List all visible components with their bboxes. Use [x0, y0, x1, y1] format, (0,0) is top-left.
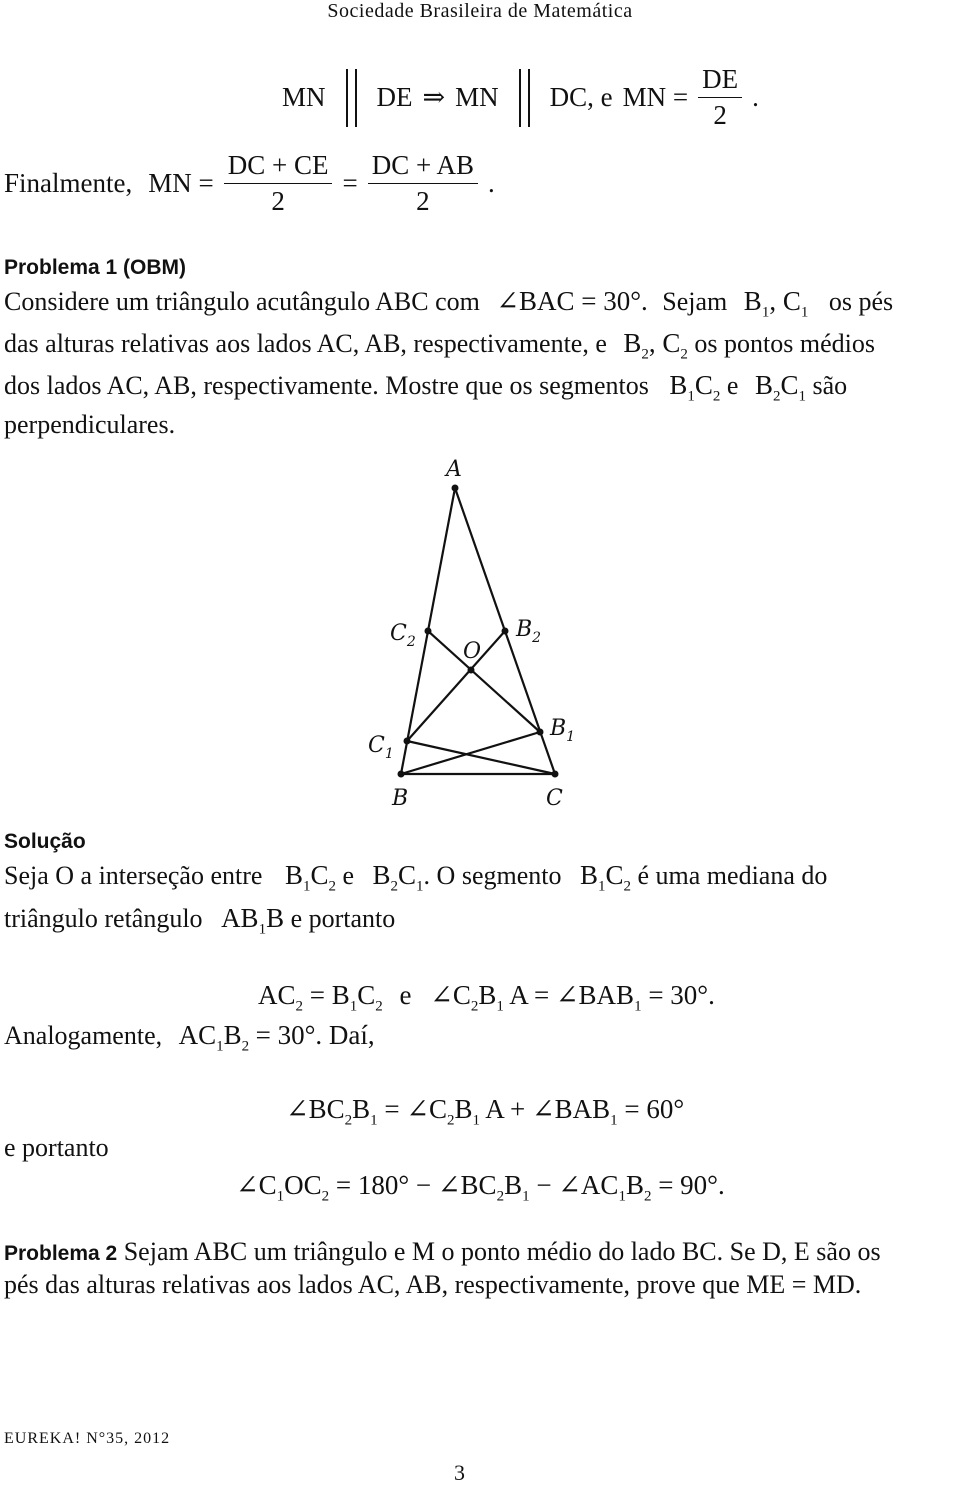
equation-finalmente [4, 150, 495, 217]
solution-line1 [4, 860, 827, 895]
point-c [552, 771, 559, 778]
fraction-numerator: DE [698, 64, 742, 98]
eq3-b: − $\angle AC_1B_2$ [536, 1170, 652, 1205]
point-c1 [404, 738, 411, 745]
solution-line2 [4, 903, 395, 938]
problem1-line4: perpendiculares. [4, 410, 176, 439]
sol-line1-text: Seja O a interseção entre [4, 861, 263, 890]
eq1-tail: $A = \angle BAB_1$ [509, 980, 642, 1015]
point-b2 [502, 628, 509, 635]
page-number: 3 [454, 1460, 465, 1485]
fraction-denominator: 2 [713, 100, 727, 130]
angle-bac: ∠BAC = 30°. [496, 286, 648, 316]
fraction-dc-ce [224, 150, 333, 217]
eq3-end: = 90°. [658, 1170, 725, 1200]
label-b: B [392, 786, 409, 811]
sol-line1-end: é uma mediana do [637, 861, 828, 890]
sol-b2c1: $B_2C_1$ [372, 860, 424, 895]
sol-b1c2-b: $B_1C_2$ [579, 860, 631, 895]
fraction-numerator: DC + AB [368, 150, 478, 184]
label-o: O [463, 639, 482, 664]
fraction-denominator: 2 [271, 186, 285, 216]
label-b1: $B_1$ [550, 716, 576, 745]
eq2-mid: = $\angle C_2B_1$ [384, 1094, 481, 1129]
p1-line1-text: Considere um triângulo acutângulo ABC com [4, 287, 480, 316]
fraction-numerator: DC + CE [224, 150, 333, 184]
sol-b1c2: $B_1C_2$ [284, 860, 336, 895]
point-b1 [537, 729, 544, 736]
eq-mn-2: MN [455, 82, 499, 112]
problem1-title: Problema 1 (OBM) [4, 256, 187, 279]
sol-ab1b: $AB_1B$ [221, 903, 285, 938]
problem2-line2: pés das alturas relativas aos lados AC, AB, respectivamente, prove que ME = MD. [4, 1270, 862, 1299]
point-a [452, 485, 459, 492]
segment-c-c1 [407, 741, 555, 774]
p1-sejam: Sejam [662, 287, 728, 316]
eq1-e: e [399, 980, 412, 1010]
p1-line1-end: os pés [828, 287, 894, 316]
sol-line2-text: triângulo retângulo [4, 904, 203, 933]
label-a: A [446, 457, 462, 482]
p1-line3-e: e [726, 371, 739, 400]
problem1-line2 [4, 328, 875, 363]
analog-ac1b2: $AC_1B_2$ [178, 1020, 250, 1055]
label-c: C [546, 786, 563, 811]
p1-line2-text: das alturas relativas aos lados AC, AB, respectivamente, e [4, 329, 607, 358]
point-b [398, 771, 405, 778]
problem1-line3 [4, 370, 847, 405]
problem1-line1 [4, 286, 893, 321]
segment-b-b1 [401, 732, 540, 774]
problem2-title: Problema 2 [4, 1242, 118, 1265]
eq1-end: = 30°. [648, 980, 715, 1010]
fraction-denominator: 2 [416, 186, 430, 216]
analog-eq: = 30°. Daí, [255, 1020, 375, 1050]
solution-eq2 [286, 1094, 684, 1129]
fraction-de-2 [698, 64, 742, 131]
eq-end: . [752, 82, 759, 112]
footer-journal: EUREKA! N°35, 2012 [4, 1430, 171, 1447]
eq3-oc2: $OC_2$ [284, 1170, 330, 1205]
eq-dc: DC, e [549, 82, 613, 112]
parallel-symbol-2 [519, 69, 530, 127]
solution-eq1 [258, 980, 715, 1015]
eq2-tail: $A + \angle BAB_1$ [485, 1094, 618, 1129]
parallel-symbol-1 [346, 69, 357, 127]
eq2-bc2b1: $\angle BC_2B_1$ [286, 1094, 378, 1129]
label-b2: $B_2$ [516, 617, 542, 646]
implies-symbol: ⇒ [422, 82, 446, 112]
point-o [468, 667, 475, 674]
b1c2: $B_1C_2$ [669, 370, 721, 405]
b2-c2: $B_2$, $C_2$ [623, 328, 688, 363]
sol-line1-mid: . O segmento [423, 861, 562, 890]
final-mn: MN = [148, 168, 214, 198]
running-header: Sociedade Brasileira de Matemática [327, 0, 633, 22]
label-c1: $C_1$ [368, 733, 394, 762]
eq1-angle: $\angle C_2B_1$ [430, 980, 504, 1015]
analog-text: Analogamente, [4, 1021, 163, 1050]
problem2-line1 [4, 1237, 881, 1267]
final-end: . [487, 168, 495, 198]
sol-line2-end: e portanto [290, 904, 396, 933]
finalmente-label: Finalmente, [4, 168, 133, 198]
solution-title: Solução [4, 830, 86, 853]
eq-de: DE [376, 82, 413, 112]
p1-line3-end: são [812, 371, 848, 400]
triangle-figure [350, 450, 590, 820]
eq3-a: = $180^\circ - \angle BC_2B_1$ [335, 1170, 530, 1205]
eq-mn-3: MN = [622, 82, 689, 112]
b1-c1: $B_1$, $C_1$ [743, 286, 809, 321]
eq3-c1: $\angle C_1$ [236, 1170, 285, 1205]
fraction-dc-ab [368, 150, 478, 217]
solution-portanto: e portanto [4, 1133, 109, 1162]
sol-line1-e: e [342, 861, 355, 890]
label-c2: $C_2$ [390, 621, 416, 650]
p1-line2-end: os pontos médios [694, 329, 875, 358]
eq2-end: = 60° [624, 1094, 685, 1124]
solution-analog [4, 1020, 375, 1055]
final-eq: = [342, 168, 358, 198]
point-c2 [425, 628, 432, 635]
eq1-ac2: $AC_2$ [258, 980, 304, 1015]
equation-parallel [282, 64, 759, 131]
p1-line3-text: dos lados AC, AB, respectivamente. Mostre que os segmentos [4, 371, 649, 400]
eq1-b1c2: = $B_1C_2$ [309, 980, 383, 1015]
b2c1: $B_2C_1$ [754, 370, 806, 405]
problem2-line1-text: Sejam ABC um triângulo e M o ponto médio do lado BC. Se D, E são os [123, 1237, 881, 1266]
solution-eq3 [236, 1170, 725, 1205]
eq-mn-1: MN [282, 82, 326, 112]
